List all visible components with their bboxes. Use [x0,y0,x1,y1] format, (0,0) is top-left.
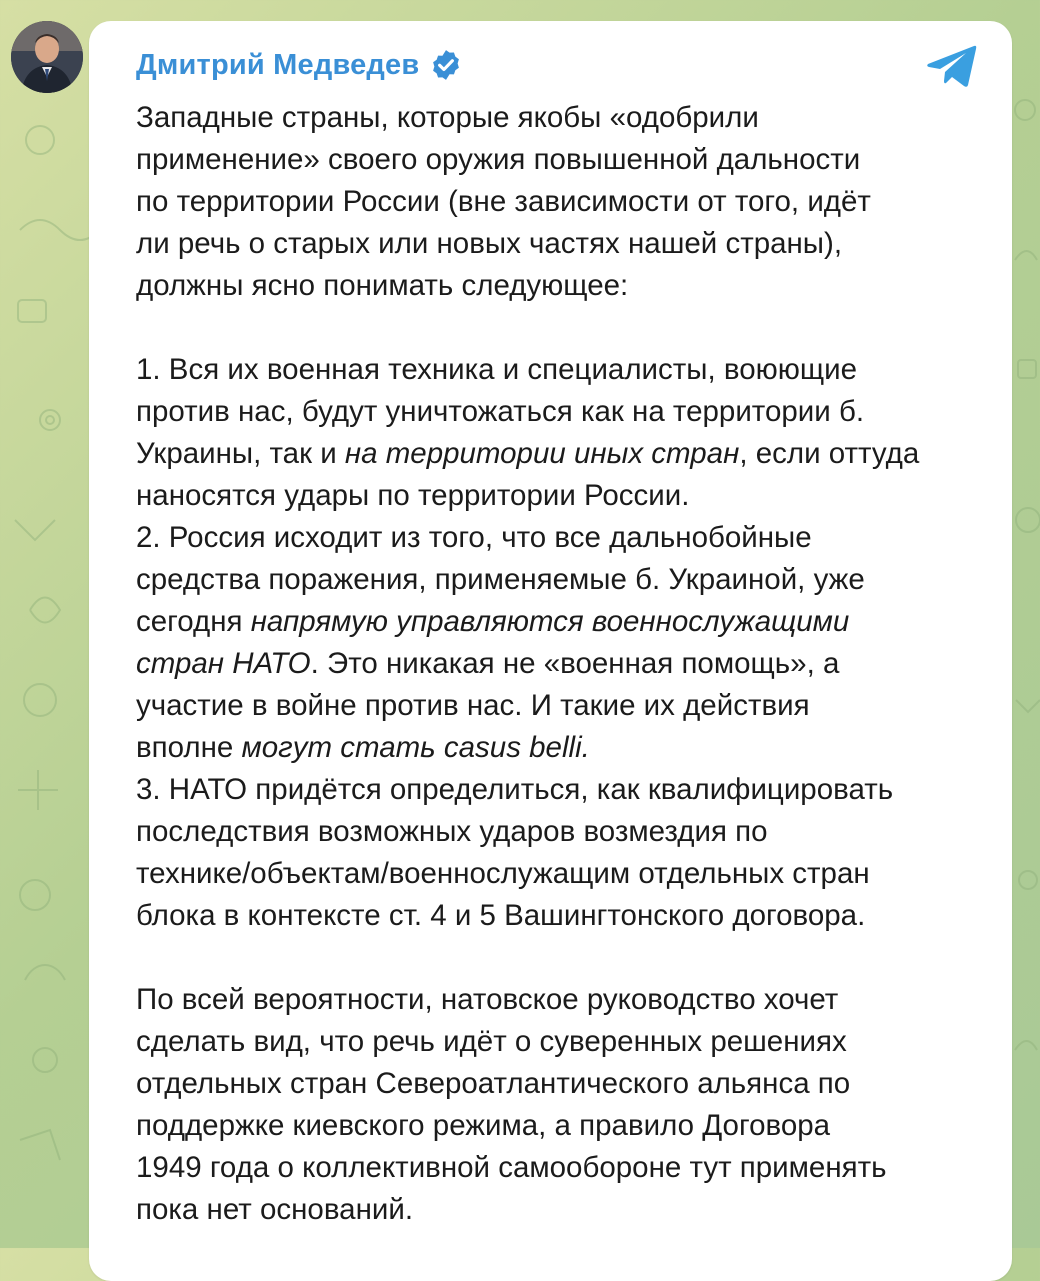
message-line [136,1105,996,1147]
text-segment: ли речь о старых или новых частях нашей страны), [136,227,843,260]
text-segment: пока нет оснований. [136,1193,414,1226]
message-line [136,181,996,223]
text-segment: Западные страны, которые якобы «одобрили [136,101,759,134]
text-segment: 1. Вся их военная техника и специалисты, воюющие [136,353,858,386]
text-segment: блока в контексте ст. 4 и 5 Вашингтонского договора. [136,899,866,932]
message-line [136,433,996,475]
text-segment: поддержке киевского режима, а правило Договора [136,1109,831,1142]
message-line [136,475,996,517]
message-line [136,643,996,685]
text-segment: участие в войне против нас. И такие их действия [136,689,810,722]
text-segment: сделать вид, что речь идёт о суверенных решениях [136,1025,847,1058]
message-line [136,601,996,643]
text-segment: Украины, так и [136,437,345,470]
message-header [136,43,463,87]
message-line [136,517,996,559]
sender-name[interactable]: Дмитрий Медведев [136,48,420,81]
message-line [136,349,996,391]
text-segment: сегодня [136,605,251,638]
message-line [136,1147,996,1189]
text-segment: последствия возможных ударов возмездия по [136,815,768,848]
text-segment: . Это никакая не «военная помощь», а [310,647,840,680]
message-line [136,391,996,433]
text-segment: технике/объектам/военнослужащим отдельных стран [136,857,870,890]
message-line [136,895,996,937]
message-line [136,979,996,1021]
telegram-logo-icon[interactable] [926,43,978,89]
message-line [136,559,996,601]
message-line [136,685,996,727]
text-segment: наносятся удары по территории России. [136,479,690,512]
paragraph-gap [136,937,996,979]
text-segment: по территории России (вне зависимости от того, идёт [136,185,871,218]
text-segment: По всей вероятности, натовское руководство хочет [136,983,839,1016]
avatar-photo [11,21,83,93]
message-line [136,1021,996,1063]
message-line [136,769,996,811]
message-line [136,727,996,769]
text-segment: средства поражения, применяемые б. Украиной, уже [136,563,865,596]
text-segment: 2. Россия исходит из того, что все дальнобойные [136,521,812,554]
text-segment: вполне [136,731,242,764]
italic-text: на территории иных стран [344,437,740,470]
message-line [136,139,996,181]
sender-avatar[interactable] [11,21,83,93]
message-line [136,1063,996,1105]
italic-text: могут стать casus belli. [241,731,590,764]
text-segment: 1949 года о коллективной самообороне тут применять [136,1151,887,1184]
message-line [136,223,996,265]
message-text [136,97,996,1231]
text-segment: отдельных стран Североатлантического альянса по [136,1067,851,1100]
text-segment: против нас, будут уничтожаться как на территории б. [136,395,865,428]
verified-icon [429,48,463,82]
message-line [136,853,996,895]
text-segment: должны ясно понимать следующее: [136,269,629,302]
text-segment: , если оттуда [739,437,920,470]
message-line [136,811,996,853]
message-line [136,97,996,139]
text-segment: применение» своего оружия повышенной дальности [136,143,861,176]
message-line [136,1189,996,1231]
message-bubble [89,21,1012,1281]
message-line [136,265,996,307]
italic-text: напрямую управляются военнослужащими [250,605,850,638]
italic-text: стран НАТО [136,647,311,680]
text-segment: 3. НАТО придётся определиться, как квалифицировать [136,773,894,806]
paragraph-gap [136,307,996,349]
